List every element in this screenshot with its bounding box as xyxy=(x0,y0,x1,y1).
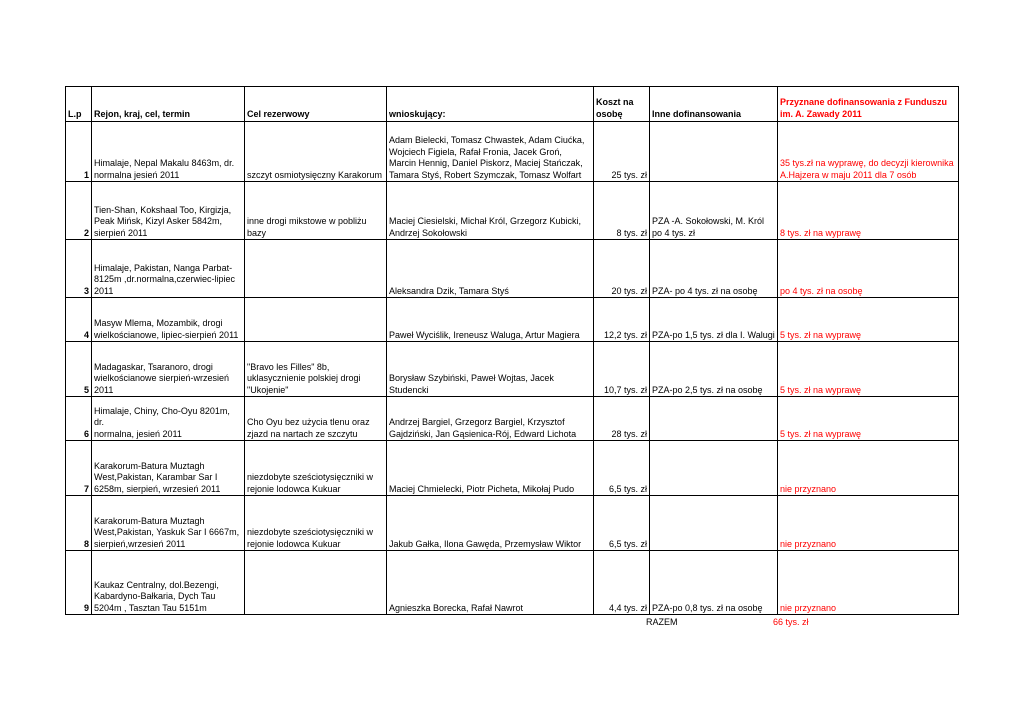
cell-line: Himalaje, Pakistan, Nanga Parbat- xyxy=(94,262,233,273)
cell-line: PZA- po 4 tys. zł na osobę xyxy=(652,285,758,296)
header-cost-line1: Koszt na xyxy=(596,97,634,107)
cell-region xyxy=(92,551,245,615)
cell-line: normalna, jesień 2011 xyxy=(94,428,182,439)
cell-line: Wojciech Figiela, Rafał Fronia, Jacek Groń, xyxy=(389,146,562,157)
cell-goal xyxy=(245,122,387,182)
cell-granted xyxy=(778,342,959,397)
cell-granted xyxy=(778,182,959,240)
cell-line: Agnieszka Borecka, Rafał Nawrot xyxy=(389,602,524,613)
cell-applicants xyxy=(387,496,594,551)
cell-line: uklasycznienie polskiej drogi xyxy=(247,373,361,383)
summary-total: 66 tys. zł xyxy=(773,617,809,627)
cell-other xyxy=(650,298,778,342)
cell-line: "Bravo les Filles" 8b, xyxy=(247,361,330,372)
cell-lp: 1 xyxy=(66,122,92,182)
cell-line: rejonie lodowca Kukuar xyxy=(247,538,341,549)
cell-line: nie przyznano xyxy=(780,538,837,549)
cell-line: Himalaje, Nepal Makalu 8463m, dr. xyxy=(94,158,235,168)
cell-line: 8125m ,dr.normalna,czerwiec-lipiec xyxy=(94,274,236,284)
header-granted-line2: im. A. Zawady 2011 xyxy=(780,108,862,119)
table-row xyxy=(66,397,959,441)
cell-granted xyxy=(778,298,959,342)
cell-other xyxy=(650,240,778,298)
cell-line: szczyt osmiotysięczny Karakorum xyxy=(247,169,383,180)
cell-line: rejonie lodowca Kukuar xyxy=(247,483,341,494)
cell-cost: 6,5 tys. zł xyxy=(594,496,650,551)
cell-line: 5 tys. zł na wyprawę xyxy=(780,428,862,439)
cell-region xyxy=(92,240,245,298)
cell-line: Cho Oyu bez użycia tlenu oraz xyxy=(247,417,370,427)
cell-other xyxy=(650,441,778,496)
cell-lp: 6 xyxy=(66,397,92,441)
cell-line: PZA-po 0,8 tys. zł na osobę xyxy=(652,602,763,613)
cell-line: inne drogi mikstowe w pobliżu xyxy=(247,216,367,226)
cell-line: "Ukojenie" xyxy=(247,384,289,395)
cell-line: Kaukaz Centralny, dol.Bezengi, xyxy=(94,579,219,590)
cell-cost: 28 tys. zł xyxy=(594,397,650,441)
cell-cost: 12,2 tys. zł xyxy=(594,298,650,342)
cell-region xyxy=(92,441,245,496)
cell-line: 6258m, sierpień, wrzesień 2011 xyxy=(94,483,221,494)
header-goal: Cel rezerwowy xyxy=(245,87,387,122)
cell-line: niezdobyte sześciotysięczniki w xyxy=(247,472,374,482)
cell-line: po 4 tys. zł xyxy=(652,227,696,238)
table-row xyxy=(66,342,959,397)
cell-line: 2011 xyxy=(94,285,114,296)
cell-applicants xyxy=(387,551,594,615)
cell-line: Kabardyno-Bałkaria, Dych Tau xyxy=(94,591,216,601)
header-lp: L.p xyxy=(66,87,92,122)
cell-line: nie przyznano xyxy=(780,483,837,494)
cell-line: Karakorum-Batura Muztagh xyxy=(94,460,205,471)
table-row xyxy=(66,240,959,298)
cell-line: West,Pakistan, Yaskuk Sar I 6667m, xyxy=(94,527,240,537)
table-body xyxy=(66,122,959,615)
cell-line: nie przyznano xyxy=(780,602,837,613)
cell-line: Jakub Gałka, Ilona Gawęda, Przemysław Wiktor xyxy=(389,538,582,549)
cell-line: Peak Mińsk, Kizyl Asker 5842m, xyxy=(94,216,223,226)
cell-cost: 20 tys. zł xyxy=(594,240,650,298)
cell-region xyxy=(92,397,245,441)
cell-granted xyxy=(778,441,959,496)
cell-granted xyxy=(778,240,959,298)
cell-line: 2011 xyxy=(94,384,114,395)
cell-other xyxy=(650,122,778,182)
cell-region xyxy=(92,342,245,397)
cell-granted xyxy=(778,551,959,615)
cell-cost: 4,4 tys. zł xyxy=(594,551,650,615)
cell-line: PZA -A. Sokołowski, M. Król xyxy=(652,216,765,226)
cell-goal xyxy=(245,342,387,397)
cell-line: West,Pakistan, Karambar Sar I xyxy=(94,472,218,482)
cell-line: Paweł Wyciślik, Ireneusz Waluga, Artur Magiera xyxy=(389,329,580,340)
cell-lp: 5 xyxy=(66,342,92,397)
header-row xyxy=(66,87,959,122)
cell-line: Maciej Ciesielski, Michał Król, Grzegorz Kubicki, xyxy=(389,216,582,226)
cell-goal xyxy=(245,441,387,496)
cell-applicants xyxy=(387,441,594,496)
cell-line: Aleksandra Dzik, Tamara Styś xyxy=(389,285,509,296)
cell-line: Madagaskar, Tsaranoro, drogi xyxy=(94,361,213,372)
grants-table xyxy=(65,86,959,615)
cell-line: Karakorum-Batura Muztagh xyxy=(94,515,205,526)
header-other: Inne dofinansowania xyxy=(650,87,778,122)
cell-line: sierpień,wrzesień 2011 xyxy=(94,538,186,549)
cell-line: zjazd na nartach ze szczytu xyxy=(247,428,358,439)
cell-region xyxy=(92,496,245,551)
header-applicants: wnioskujący: xyxy=(387,87,594,122)
cell-line: PZA-po 2,5 tys. zł na osobę xyxy=(652,384,763,395)
cell-other xyxy=(650,182,778,240)
cell-line: Andrzej Bargiel, Grzegorz Bargiel, Krzysztof xyxy=(389,417,565,427)
cell-line: Maciej Chmielecki, Piotr Picheta, Mikołaj Pudo xyxy=(389,483,575,494)
cell-cost: 25 tys. zł xyxy=(594,122,650,182)
summary-label: RAZEM xyxy=(646,617,678,627)
header-region: Rejon, kraj, cel, termin xyxy=(92,87,245,122)
cell-line: 8 tys. zł na wyprawę xyxy=(780,227,862,238)
cell-applicants xyxy=(387,298,594,342)
cell-line: wielkościanowe, lipiec-sierpień 2011 xyxy=(94,329,239,340)
cell-line: Himalaje, Chiny, Cho-Oyu 8201m, dr. xyxy=(94,405,230,427)
cell-line: Andrzej Sokołowski xyxy=(389,227,468,238)
cell-goal xyxy=(245,298,387,342)
cell-lp: 4 xyxy=(66,298,92,342)
cell-lp: 9 xyxy=(66,551,92,615)
cell-other xyxy=(650,551,778,615)
cell-granted xyxy=(778,397,959,441)
cell-line: 5 tys. zł na wyprawę xyxy=(780,329,862,340)
cell-line: normalna jesień 2011 xyxy=(94,169,180,180)
cell-line: niezdobyte sześciotysięczniki w xyxy=(247,527,374,537)
cell-goal xyxy=(245,240,387,298)
cell-lp: 2 xyxy=(66,182,92,240)
cell-line: Tien-Shan, Kokshaal Too, Kirgizja, xyxy=(94,204,232,215)
cell-other xyxy=(650,397,778,441)
cell-line: Tamara Styś, Robert Szymczak, Tomasz Wolfart xyxy=(389,169,582,180)
cell-granted xyxy=(778,122,959,182)
cell-line: bazy xyxy=(247,227,267,238)
cell-goal xyxy=(245,496,387,551)
cell-goal xyxy=(245,182,387,240)
cell-region xyxy=(92,122,245,182)
cell-goal xyxy=(245,551,387,615)
cell-line: PZA-po 1,5 tys. zł dla I. Walugi xyxy=(652,329,775,340)
cell-applicants xyxy=(387,122,594,182)
header-cost xyxy=(594,87,650,122)
cell-line: Marcin Hennig, Daniel Piskorz, Maciej Stańczak, xyxy=(389,158,583,168)
table-row xyxy=(66,182,959,240)
table-row xyxy=(66,496,959,551)
cell-line: po 4 tys. zł na osobę xyxy=(780,285,863,296)
cell-lp: 7 xyxy=(66,441,92,496)
cell-applicants xyxy=(387,342,594,397)
cell-lp: 3 xyxy=(66,240,92,298)
cell-line: 5204m , Tasztan Tau 5151m xyxy=(94,602,207,613)
cell-line: Gajdziński, Jan Gąsienica-Rój, Edward Lichota xyxy=(389,428,577,439)
cell-line: 5 tys. zł na wyprawę xyxy=(780,384,862,395)
cell-applicants xyxy=(387,397,594,441)
cell-line: sierpień 2011 xyxy=(94,227,148,238)
cell-region xyxy=(92,298,245,342)
cell-cost: 10,7 tys. zł xyxy=(594,342,650,397)
table-row xyxy=(66,122,959,182)
cell-line: Studencki xyxy=(389,384,429,395)
cell-cost: 6,5 tys. zł xyxy=(594,441,650,496)
cell-applicants xyxy=(387,182,594,240)
cell-region xyxy=(92,182,245,240)
table-row xyxy=(66,441,959,496)
cell-granted xyxy=(778,496,959,551)
cell-other xyxy=(650,342,778,397)
cell-line: Adam Bielecki, Tomasz Chwastek, Adam Ciućka, xyxy=(389,135,585,145)
header-cost-line2: osobę xyxy=(596,108,623,119)
cell-line: A.Hajzera w maju 2011 dla 7 osób xyxy=(780,169,917,180)
table-row xyxy=(66,298,959,342)
cell-goal xyxy=(245,397,387,441)
cell-line: Borysław Szybiński, Paweł Wojtas, Jacek xyxy=(389,373,554,383)
cell-applicants xyxy=(387,240,594,298)
header-granted xyxy=(778,87,959,122)
cell-line: Masyw Mlema, Mozambik, drogi xyxy=(94,318,223,328)
cell-other xyxy=(650,496,778,551)
cell-lp: 8 xyxy=(66,496,92,551)
cell-cost: 8 tys. zł xyxy=(594,182,650,240)
cell-line: wielkościanowe sierpień-wrzesień xyxy=(94,373,230,383)
cell-line: 35 tys.zł na wyprawę, do decyzji kierownika xyxy=(780,158,954,168)
header-granted-line1: Przyznane dofinansowania z Funduszu xyxy=(780,97,948,107)
table-row xyxy=(66,551,959,615)
